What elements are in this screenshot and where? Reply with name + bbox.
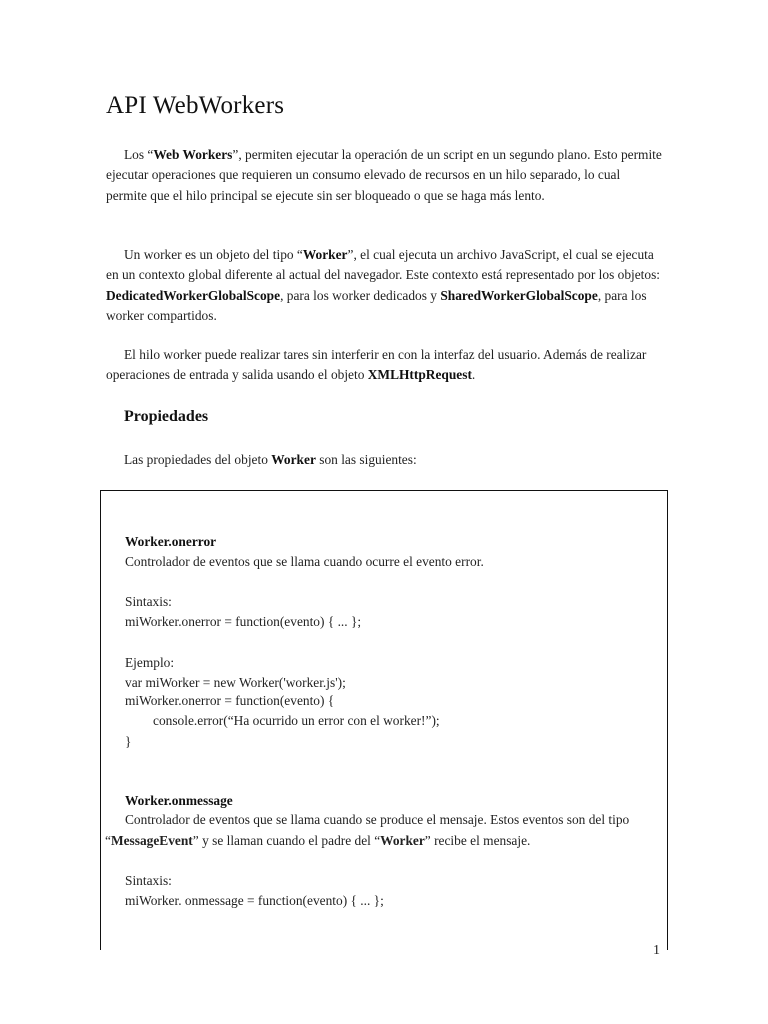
onmessage-desc-text-1: Controlador de eventos que se llama cuando se produce el mensaje. Estos eventos son del tipo “ — [105, 812, 630, 848]
page-title: API WebWorkers — [106, 92, 285, 119]
onmessage-syntax-label: Sintaxis: — [125, 873, 172, 888]
onmessage-syntax: miWorker. onmessage = function(evento) { ... }; — [125, 893, 384, 908]
onmessage-desc-text-2: ” y se llaman cuando el padre del “ — [192, 833, 381, 848]
onmessage-description — [105, 809, 653, 851]
onerror-syntax: miWorker.onerror = function(evento) { ... }; — [125, 614, 362, 629]
p2-text-4: , para los worker compartidos. — [106, 287, 647, 323]
p2-text-1: Un worker es un objeto del tipo “ — [124, 247, 303, 262]
properties-heading: Propiedades — [124, 408, 209, 425]
p3-bold-xmlhttprequest: XMLHttpRequest — [367, 367, 472, 383]
props-intro-text-2: son las siguientes: — [315, 452, 417, 467]
p2-text-3: , para los worker dedicados y — [280, 287, 441, 303]
props-intro-bold-worker: Worker — [271, 452, 316, 467]
props-intro-text-1: Las propiedades del objeto — [124, 452, 272, 467]
p2-bold-shared-scope: SharedWorkerGlobalScope — [440, 287, 598, 303]
onerror-property-name: Worker.onerror — [125, 534, 217, 549]
onmessage-desc-text-3: ” recibe el mensaje. — [424, 833, 531, 848]
onerror-example-line: miWorker.onerror = function(evento) { — [125, 693, 335, 708]
onmessage-property-name: Worker.onmessage — [125, 793, 233, 808]
p2-text-2: ”, el cual ejecuta un archivo JavaScript, el cual se ejecuta en un contexto global diferente al actual del navegador. Este contexto está representado por los objetos: — [106, 247, 661, 283]
p3-text-1: El hilo worker puede realizar tares sin interferir en con la interfaz del usuario. Además de realizar operaciones de entrada y salida usando el objeto — [106, 347, 647, 383]
page-number: 1 — [653, 943, 660, 958]
onmessage-desc-bold-messageevent: MessageEvent — [110, 833, 193, 848]
onerror-example-line: console.error(“Ha ocurrido un error con el worker!”); — [153, 713, 440, 728]
intro-paragraph-worker-object — [106, 245, 662, 326]
onerror-example-line: var miWorker = new Worker('worker.js'); — [125, 675, 346, 690]
p2-bold-dedicated-scope: DedicatedWorkerGlobalScope — [106, 287, 281, 303]
p2-bold-worker: Worker — [302, 247, 348, 262]
properties-box — [100, 490, 668, 950]
onerror-syntax-label: Sintaxis: — [125, 594, 172, 609]
p3-text-2: . — [471, 367, 476, 383]
onerror-example-line: } — [125, 734, 132, 749]
onerror-description: Controlador de eventos que se llama cuando ocurre el evento error. — [125, 554, 484, 569]
p1-bold-web-workers: Web Workers — [153, 147, 233, 162]
p1-text-after: ”, permiten ejecutar la operación de un script en un segundo plano. Esto permite ejecutar operaciones que requieren un consumo elevado de recursos en un hilo separado, lo cual permite que el hilo principal se ejecute sin ser bloqueado o que se haga más lento. — [106, 147, 662, 203]
intro-paragraph-worker-thread — [106, 345, 662, 386]
properties-intro — [106, 450, 662, 470]
onerror-example-label: Ejemplo: — [125, 655, 175, 670]
onmessage-desc-bold-worker: Worker — [380, 833, 425, 848]
intro-paragraph-web-workers — [106, 145, 662, 206]
p1-text-before: Los “ — [124, 147, 154, 162]
